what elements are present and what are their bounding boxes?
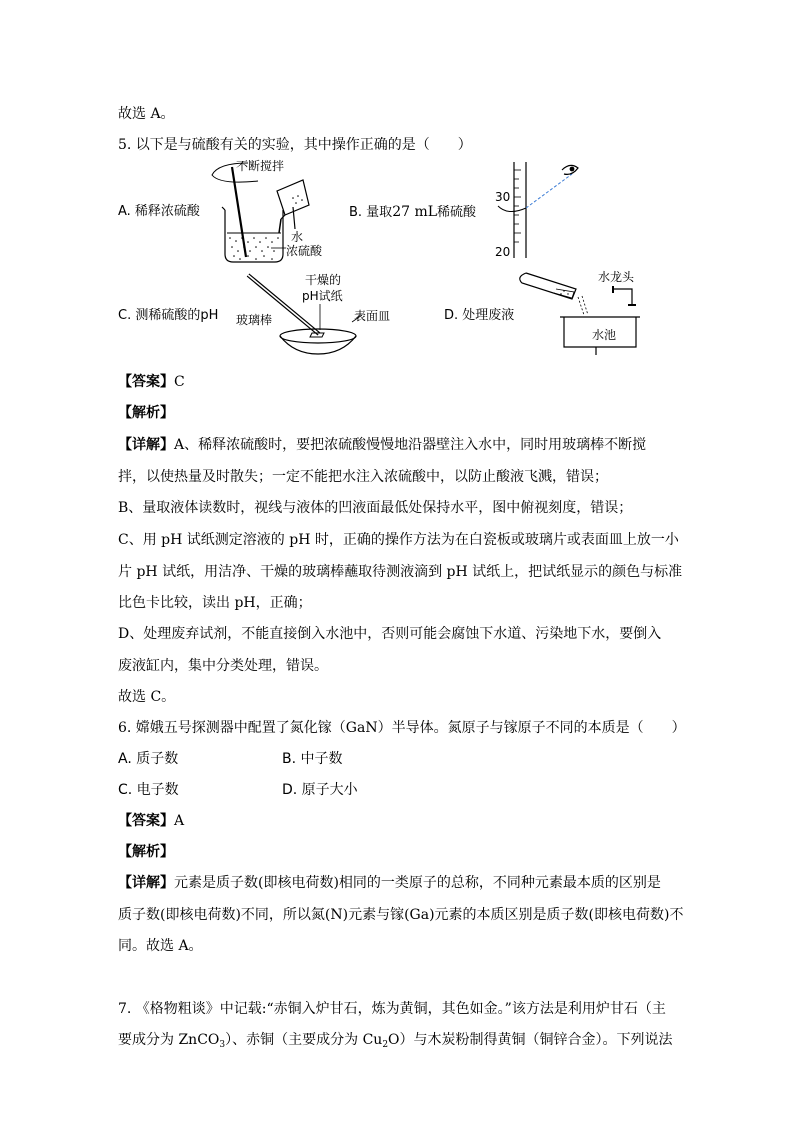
q5-option-b-volume: 27 mL	[392, 204, 438, 220]
answer-line: 故选 A。	[118, 106, 175, 122]
detail-tag: 【详解】	[118, 437, 174, 453]
analysis-5: 【解析】	[118, 405, 174, 421]
q6-option-a: A. 质子数	[118, 751, 179, 767]
label-watch-glass: 表面皿	[354, 309, 391, 323]
q5-option-d: D. 处理废液	[444, 308, 515, 323]
question-7-line-2	[118, 1030, 673, 1055]
q5-option-b-pre: B. 量取	[349, 205, 393, 220]
answer-5	[118, 372, 185, 392]
detail-tag: 【详解】	[118, 875, 174, 891]
q7-sub-2: 2	[382, 1040, 389, 1050]
label-dry: 干燥的	[305, 273, 342, 287]
q7-text-a: 要成分为 ZnCO	[118, 1032, 220, 1048]
q5-option-a: A. 稀释浓硫酸	[118, 204, 200, 219]
q5-option-b	[349, 202, 476, 223]
answer-6	[118, 811, 184, 831]
label-faucet: 水龙头	[598, 270, 635, 284]
q7-sub-3: 3	[219, 1040, 226, 1050]
label-glass-rod: 玻璃棒	[236, 313, 273, 327]
select-5: 故选 C。	[118, 689, 176, 705]
detail-5-d1: D、处理废弃试剂，不能直接倒入水池中，否则可能会腐蚀下水道、污染地下水，要倒入	[118, 626, 662, 642]
detail-5-d2: 废液缸内，集中分类处理，错误。	[118, 658, 328, 674]
q6-option-b: B. 中子数	[282, 751, 343, 767]
q6-option-d: D. 原子大小	[282, 782, 358, 798]
answer-tag: 【答案】	[118, 374, 174, 390]
answer-tag: 【答案】	[118, 813, 174, 829]
detail-5-b: B、量取液体读数时，视线与液体的凹液面最低处保持水平，图中俯视刻度，错误；	[118, 500, 633, 516]
detail-5-c1: C、用 pH 试纸测定溶液的 pH 时，正确的操作方法为在白瓷板或玻璃片或表面皿上放一小	[118, 532, 679, 548]
detail-5-a2: 拌，以使热量及时散失；一定不能把水注入浓硫酸中，以防止酸液飞溅，错误；	[118, 469, 608, 485]
q7-text-c: O）与木炭粉制得黄铜（铜锌合金）。下列说法	[388, 1032, 673, 1048]
label-stir: 不断搅拌	[236, 159, 285, 173]
label-water: 水	[291, 230, 304, 244]
figure-a-dilution	[208, 153, 338, 268]
figure-d-waste	[516, 263, 646, 358]
detail-text: A、稀释浓硫酸时，要把浓硫酸慢慢地沿器壁注入水中，同时用玻璃棒不断搅	[174, 437, 647, 453]
question-5: 5. 以下是与硫酸有关的实验，其中操作正确的是（ ）	[118, 137, 472, 153]
detail-6-2: 质子数(即核电荷数)不同，所以氮(N)元素与镓(Ga)元素的本质区别是质子数(即核电荷数)不	[118, 907, 684, 923]
detail-5-a1	[118, 435, 646, 455]
question-7-line-1: 7. 《格物粗谈》中记载:“赤铜入炉甘石，炼为黄铜，其色如金。”该方法是利用炉甘石（主	[118, 1001, 666, 1017]
detail-6-1	[118, 873, 661, 893]
detail-5-c3: 比色卡比较，读出 pH，正确；	[118, 595, 312, 611]
label-sink: 水池	[592, 328, 617, 342]
q6-option-c: C. 电子数	[118, 782, 179, 798]
detail-5-c2: 片 pH 试纸，用洁净、干燥的玻璃棒蘸取待测液滴到 pH 试纸上，把试纸显示的颜色与标准	[118, 564, 683, 580]
detail-text: 元素是质子数(即核电荷数)相同的一类原子的总称，不同种元素最本质的区别是	[174, 875, 661, 891]
q5-option-c: C. 测稀硫酸的pH	[118, 308, 219, 323]
figure-c-ph-test	[236, 270, 406, 355]
label-30: 30	[495, 190, 511, 204]
label-conc-acid: 浓硫酸	[286, 244, 323, 258]
answer-value: C	[174, 374, 185, 390]
figure-b-cylinder	[490, 160, 590, 260]
q7-text-b: ）、赤铜（主要成分为 Cu	[225, 1032, 383, 1048]
answer-value: A	[174, 813, 185, 829]
label-ph-paper: pH试纸	[302, 289, 343, 303]
q5-option-b-post: 稀硫酸	[437, 205, 477, 220]
question-6: 6. 嫦娥五号探测器中配置了氮化镓（GaN）半导体。氮原子与镓原子不同的本质是（ ）	[118, 720, 686, 736]
label-20: 20	[495, 245, 511, 259]
detail-6-3: 同。故选 A。	[118, 938, 203, 954]
analysis-6: 【解析】	[118, 844, 174, 860]
